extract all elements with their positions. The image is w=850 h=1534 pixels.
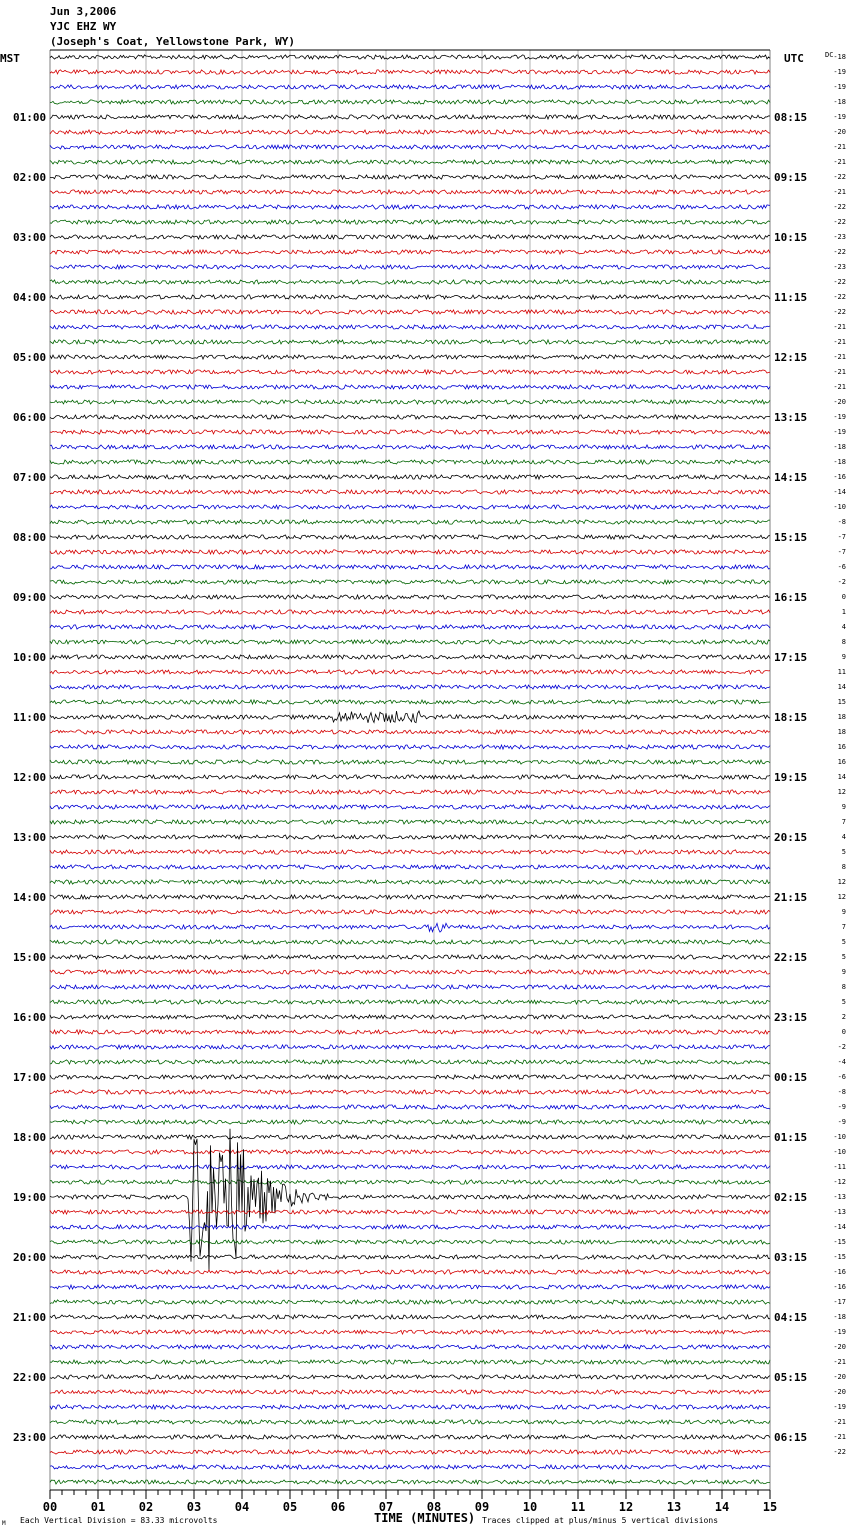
trace-62 <box>50 985 770 989</box>
trace-91 <box>50 1420 770 1424</box>
trace-4 <box>50 115 770 119</box>
dc-offset-label: -19 <box>833 113 846 121</box>
trace-1 <box>50 70 770 74</box>
x-tick-label: 11 <box>570 1500 586 1514</box>
dc-offset-label: -19 <box>833 1328 846 1336</box>
trace-86 <box>50 1345 770 1349</box>
trace-16 <box>50 295 770 299</box>
dc-offset-label: -22 <box>833 278 846 286</box>
dc-offset-label: 16 <box>837 758 846 766</box>
trace-32 <box>50 535 770 539</box>
trace-83 <box>50 1300 770 1304</box>
dc-offset-label: 9 <box>841 908 846 916</box>
dc-offset-label: 14 <box>837 773 846 781</box>
x-tick-label: 14 <box>714 1500 730 1514</box>
utc-hour-label: 09:15 <box>774 171 808 184</box>
dc-offset-label: -13 <box>833 1193 846 1201</box>
dc-offset-label: -2 <box>837 1043 846 1051</box>
dc-offset-label: -21 <box>833 188 846 196</box>
trace-51 <box>50 820 770 824</box>
utc-hour-label: 19:15 <box>774 771 808 784</box>
utc-hour-label: 14:15 <box>774 471 808 484</box>
trace-92 <box>50 1435 770 1439</box>
mst-hour-label: 09:00 <box>13 591 47 604</box>
dc-offset-label: 7 <box>841 818 846 826</box>
dc-offset-label: -20 <box>833 398 846 406</box>
dc-offset-label: 0 <box>841 593 846 601</box>
trace-87 <box>50 1360 770 1364</box>
trace-66 <box>50 1045 770 1049</box>
trace-50 <box>50 805 770 809</box>
dc-offset-label: -20 <box>833 1388 846 1396</box>
dc-offset-label: -22 <box>833 308 846 316</box>
dc-offset-label: -10 <box>833 1133 846 1141</box>
dc-offset-label: -22 <box>833 1448 846 1456</box>
x-tick-label: 15 <box>762 1500 778 1514</box>
x-tick-label: 08 <box>426 1500 442 1514</box>
trace-71 <box>50 1120 770 1124</box>
dc-offset-label: -19 <box>833 413 846 421</box>
trace-72 <box>50 1135 770 1139</box>
trace-42 <box>50 685 770 689</box>
trace-23 <box>50 400 770 404</box>
dc-offset-label: -19 <box>833 428 846 436</box>
dc-offset-label: 5 <box>841 953 846 961</box>
location-title: (Joseph's Coat, Yellowstone Park, WY) <box>50 35 296 48</box>
dc-offset-label: 11 <box>837 668 846 676</box>
trace-56 <box>50 895 770 899</box>
trace-49 <box>50 790 770 794</box>
trace-25 <box>50 430 770 434</box>
trace-94 <box>50 1465 770 1469</box>
dc-offset-label: -6 <box>837 563 846 571</box>
trace-38 <box>50 625 770 629</box>
dc-offset-label: -10 <box>833 503 846 511</box>
dc-offset-label: 1 <box>841 608 846 616</box>
utc-hour-label: 00:15 <box>774 1071 808 1084</box>
dc-offset-label: -22 <box>833 173 846 181</box>
mst-hour-label: 10:00 <box>13 651 47 664</box>
dc-offset-label: -21 <box>833 143 846 151</box>
mst-hour-label: 13:00 <box>13 831 47 844</box>
utc-hour-label: 12:15 <box>774 351 808 364</box>
mst-hour-label: 15:00 <box>13 951 47 964</box>
utc-hour-labels <box>774 111 807 1444</box>
utc-hour-label: 18:15 <box>774 711 808 724</box>
trace-52 <box>50 835 770 839</box>
mst-hour-label: 05:00 <box>13 351 47 364</box>
trace-8 <box>50 175 770 179</box>
dc-offset-label: -7 <box>837 548 846 556</box>
dc-offset-label: -22 <box>833 248 846 256</box>
trace-78 <box>50 1225 770 1229</box>
trace-21 <box>50 370 770 374</box>
utc-hour-label: 10:15 <box>774 231 808 244</box>
dc-offset-label: 16 <box>837 743 846 751</box>
dc-offset-label: -22 <box>833 203 846 211</box>
trace-67 <box>50 1060 770 1064</box>
dc-offset-label: -7 <box>837 533 846 541</box>
mst-hour-label: 14:00 <box>13 891 47 904</box>
dc-offset-label: -6 <box>837 1073 846 1081</box>
dc-offset-label: 7 <box>841 923 846 931</box>
x-tick-label: 13 <box>666 1500 682 1514</box>
mst-hour-label: 16:00 <box>13 1011 47 1024</box>
trace-85 <box>50 1330 770 1334</box>
dc-header-label: DC <box>825 51 834 59</box>
dc-offset-label: 8 <box>841 638 846 646</box>
dc-offset-label: -20 <box>833 128 846 136</box>
trace-10 <box>50 205 770 209</box>
dc-offset-label: 4 <box>841 623 846 631</box>
trace-43 <box>50 700 770 704</box>
trace-89 <box>50 1390 770 1394</box>
trace-3 <box>50 100 770 104</box>
dc-offset-label: -12 <box>833 1178 846 1186</box>
x-tick-label: 10 <box>522 1500 538 1514</box>
mst-hour-label: 03:00 <box>13 231 47 244</box>
dc-offset-label: -23 <box>833 263 846 271</box>
dc-offset-label: 18 <box>837 713 846 721</box>
trace-27 <box>50 460 770 464</box>
utc-hour-label: 11:15 <box>774 291 808 304</box>
trace-20 <box>50 355 770 359</box>
footer-scale-note: Each Vertical Division = 83.33 microvolts <box>20 1516 218 1525</box>
utc-hour-label: 20:15 <box>774 831 808 844</box>
trace-73 <box>50 1150 770 1154</box>
utc-hour-label: 04:15 <box>774 1311 808 1324</box>
trace-31 <box>50 520 770 524</box>
trace-12 <box>50 235 770 239</box>
trace-60 <box>50 955 770 959</box>
dc-offset-label: -4 <box>837 1058 846 1066</box>
trace-69 <box>50 1090 770 1094</box>
dc-offset-label: -18 <box>833 458 846 466</box>
mst-hour-label: 23:00 <box>13 1431 47 1444</box>
x-tick-label: 03 <box>186 1500 202 1514</box>
trace-68 <box>50 1075 770 1079</box>
trace-76 <box>50 1129 770 1271</box>
dc-offset-label: 0 <box>841 1028 846 1036</box>
trace-36 <box>50 595 770 599</box>
dc-offset-label: -9 <box>837 1103 846 1111</box>
x-tick-label: 09 <box>474 1500 490 1514</box>
dc-offset-label: 12 <box>837 788 846 796</box>
x-tick-label: 01 <box>90 1500 106 1514</box>
trace-65 <box>50 1030 770 1034</box>
mst-hour-label: 08:00 <box>13 531 47 544</box>
dc-offset-label: -9 <box>837 1118 846 1126</box>
utc-hour-label: 21:15 <box>774 891 808 904</box>
trace-88 <box>50 1375 770 1379</box>
dc-offset-label: -19 <box>833 1403 846 1411</box>
trace-82 <box>50 1285 770 1289</box>
dc-offset-labels <box>833 53 846 1456</box>
trace-58 <box>50 923 770 932</box>
dc-offset-label: 8 <box>841 863 846 871</box>
trace-13 <box>50 250 770 254</box>
dc-offset-label: -8 <box>837 1088 846 1096</box>
mst-hour-label: 11:00 <box>13 711 47 724</box>
mst-hour-label: 21:00 <box>13 1311 47 1324</box>
trace-70 <box>50 1105 770 1109</box>
dc-offset-label: -19 <box>833 68 846 76</box>
trace-84 <box>50 1315 770 1319</box>
trace-59 <box>50 940 770 944</box>
trace-30 <box>50 505 770 509</box>
dc-offset-label: -15 <box>833 1253 846 1261</box>
dc-offset-label: 12 <box>837 878 846 886</box>
dc-offset-label: -18 <box>833 98 846 106</box>
trace-24 <box>50 415 770 419</box>
trace-79 <box>50 1240 770 1244</box>
trace-35 <box>50 580 770 584</box>
mst-hour-label: 07:00 <box>13 471 47 484</box>
dc-offset-label: -21 <box>833 353 846 361</box>
mst-hour-label: 18:00 <box>13 1131 47 1144</box>
date-title: Jun 3,2006 <box>50 5 117 18</box>
trace-11 <box>50 220 770 224</box>
left-zone-label: MST <box>0 52 20 65</box>
dc-offset-label: -13 <box>833 1208 846 1216</box>
trace-45 <box>50 730 770 734</box>
dc-offset-label: -22 <box>833 218 846 226</box>
mst-hour-label: 02:00 <box>13 171 47 184</box>
trace-29 <box>50 490 770 494</box>
dc-offset-label: -18 <box>833 443 846 451</box>
trace-7 <box>50 160 770 164</box>
dc-offset-label: 5 <box>841 938 846 946</box>
trace-15 <box>50 280 770 284</box>
dc-offset-label: -21 <box>833 1358 846 1366</box>
corner-mark: M <box>2 1520 6 1527</box>
x-tick-label: 12 <box>618 1500 634 1514</box>
dc-offset-label: 15 <box>837 698 846 706</box>
utc-hour-label: 08:15 <box>774 111 808 124</box>
dc-offset-label: -21 <box>833 368 846 376</box>
dc-offset-label: -16 <box>833 473 846 481</box>
trace-77 <box>50 1210 770 1214</box>
utc-hour-label: 22:15 <box>774 951 808 964</box>
trace-37 <box>50 610 770 614</box>
trace-80 <box>50 1255 770 1259</box>
mst-hour-label: 12:00 <box>13 771 47 784</box>
trace-55 <box>50 880 770 884</box>
dc-offset-label: -21 <box>833 158 846 166</box>
footer-clip-note: Traces clipped at plus/minus 5 vertical divisions <box>482 1516 719 1525</box>
right-zone-label: UTC <box>784 52 804 65</box>
x-tick-label: 05 <box>282 1500 298 1514</box>
utc-hour-label: 03:15 <box>774 1251 808 1264</box>
trace-22 <box>50 385 770 389</box>
utc-hour-label: 13:15 <box>774 411 808 424</box>
trace-18 <box>50 325 770 329</box>
dc-offset-label: -23 <box>833 233 846 241</box>
x-tick-label: 06 <box>330 1500 346 1514</box>
trace-93 <box>50 1450 770 1454</box>
utc-hour-label: 23:15 <box>774 1011 808 1024</box>
mst-hour-label: 22:00 <box>13 1371 47 1384</box>
trace-39 <box>50 640 770 644</box>
trace-95 <box>50 1480 770 1484</box>
mst-hour-labels <box>13 111 46 1444</box>
trace-81 <box>50 1270 770 1274</box>
mst-hour-label: 04:00 <box>13 291 47 304</box>
mst-hour-label: 17:00 <box>13 1071 47 1084</box>
trace-14 <box>50 265 770 269</box>
dc-offset-label: -21 <box>833 323 846 331</box>
trace-53 <box>50 850 770 854</box>
trace-47 <box>50 760 770 764</box>
trace-33 <box>50 550 770 554</box>
mst-hour-label: 06:00 <box>13 411 47 424</box>
trace-61 <box>50 970 770 974</box>
dc-offset-label: 5 <box>841 848 846 856</box>
trace-9 <box>50 190 770 194</box>
x-tick-label: 04 <box>234 1500 250 1514</box>
dc-offset-label: -11 <box>833 1163 846 1171</box>
trace-0 <box>50 55 770 59</box>
dc-offset-label: 5 <box>841 998 846 1006</box>
dc-offset-label: -8 <box>837 518 846 526</box>
utc-hour-label: 02:15 <box>774 1191 808 1204</box>
dc-offset-label: -18 <box>833 1313 846 1321</box>
trace-63 <box>50 1000 770 1004</box>
dc-offset-label: 18 <box>837 728 846 736</box>
utc-hour-label: 01:15 <box>774 1131 808 1144</box>
trace-57 <box>50 910 770 914</box>
utc-hour-label: 16:15 <box>774 591 808 604</box>
x-axis-title: TIME (MINUTES) <box>374 1511 476 1525</box>
dc-offset-label: -19 <box>833 83 846 91</box>
dc-offset-label: 2 <box>841 1013 846 1021</box>
dc-offset-label: -22 <box>833 293 846 301</box>
trace-90 <box>50 1405 770 1409</box>
trace-48 <box>50 775 770 779</box>
trace-26 <box>50 445 770 449</box>
x-tick-label: 02 <box>138 1500 154 1514</box>
dc-offset-label: -16 <box>833 1283 846 1291</box>
dc-offset-label: -14 <box>833 488 846 496</box>
trace-41 <box>50 670 770 674</box>
dc-offset-label: -18 <box>833 53 846 61</box>
utc-hour-label: 17:15 <box>774 651 808 664</box>
dc-offset-label: 8 <box>841 983 846 991</box>
utc-hour-label: 05:15 <box>774 1371 808 1384</box>
dc-offset-label: -10 <box>833 1148 846 1156</box>
mst-hour-label: 01:00 <box>13 111 47 124</box>
utc-hour-label: 06:15 <box>774 1431 808 1444</box>
dc-offset-label: -20 <box>833 1343 846 1351</box>
dc-offset-label: -16 <box>833 1268 846 1276</box>
x-tick-label: 00 <box>42 1500 58 1514</box>
dc-offset-label: 14 <box>837 683 846 691</box>
dc-offset-label: 9 <box>841 968 846 976</box>
dc-offset-label: -21 <box>833 1433 846 1441</box>
trace-64 <box>50 1015 770 1019</box>
trace-74 <box>50 1165 770 1169</box>
mst-hour-label: 19:00 <box>13 1191 47 1204</box>
dc-offset-label: -14 <box>833 1223 846 1231</box>
dc-offset-label: -20 <box>833 1373 846 1381</box>
trace-40 <box>50 655 770 659</box>
trace-5 <box>50 130 770 134</box>
trace-19 <box>50 340 770 344</box>
dc-offset-label: 12 <box>837 893 846 901</box>
dc-offset-label: 4 <box>841 833 846 841</box>
trace-17 <box>50 310 770 314</box>
x-tick-label: 07 <box>378 1500 394 1514</box>
dc-offset-label: -17 <box>833 1298 846 1306</box>
seismic-traces <box>50 55 770 1484</box>
station-title: YJC EHZ WY <box>50 20 117 33</box>
trace-2 <box>50 85 770 89</box>
trace-46 <box>50 745 770 749</box>
trace-75 <box>50 1180 770 1184</box>
dc-offset-label: -2 <box>837 578 846 586</box>
dc-offset-label: 9 <box>841 653 846 661</box>
dc-offset-label: -15 <box>833 1238 846 1246</box>
trace-54 <box>50 865 770 869</box>
dc-offset-label: 9 <box>841 803 846 811</box>
trace-34 <box>50 565 770 569</box>
mst-hour-label: 20:00 <box>13 1251 47 1264</box>
trace-6 <box>50 145 770 149</box>
trace-44 <box>50 711 770 723</box>
dc-offset-label: -21 <box>833 1418 846 1426</box>
utc-hour-label: 15:15 <box>774 531 808 544</box>
dc-offset-label: -21 <box>833 338 846 346</box>
dc-offset-label: -21 <box>833 383 846 391</box>
trace-28 <box>50 475 770 479</box>
